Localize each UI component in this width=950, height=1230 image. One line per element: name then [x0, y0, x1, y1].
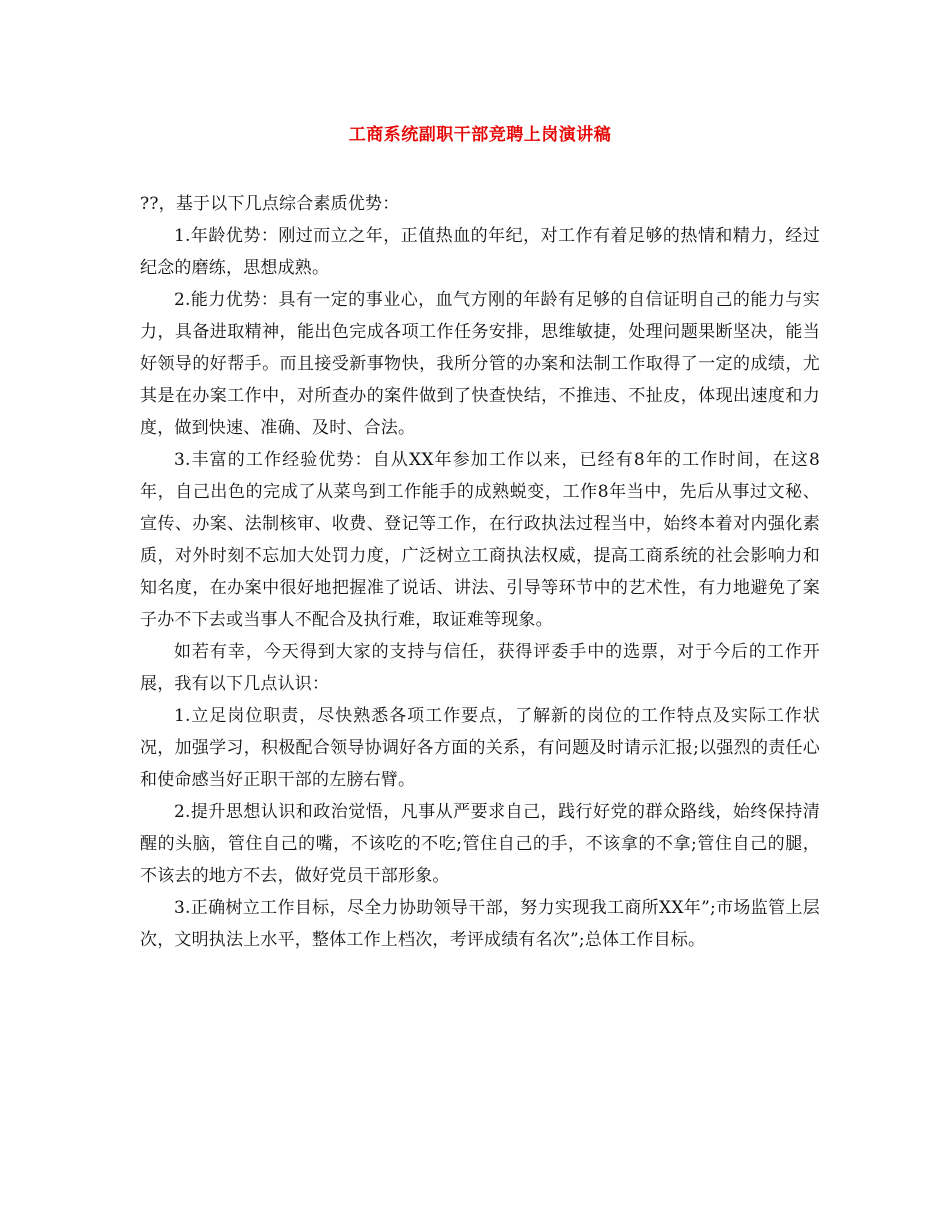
- paragraph-point-3: 3.正确树立工作目标，尽全力协助领导干部，努力实现我工商所XX年”;市场监管上层次，文明执法上水平，整体工作上档次，考评成绩有名次”;总体工作目标。: [140, 898, 820, 950]
- document-page: [140, 120, 820, 956]
- paragraph-age-advantage: 1.年龄优势：刚过而立之年，正值热血的年纪，对工作有着足够的热情和精力，经过纪念的磨练，思想成熟。: [140, 226, 820, 278]
- document-title: 工商系统副职干部竞聘上岗演讲稿: [348, 125, 612, 145]
- paragraph-point-1: 1.立足岗位职责，尽快熟悉各项工作要点，了解新的岗位的工作特点及实际工作状况，加强学习，积极配合领导协调好各方面的关系，有问题及时请示汇报;以强烈的责任心和使命感当好正职干部的左膀右臂。: [140, 706, 820, 790]
- paragraph-point-2: 2.提升思想认识和政治觉悟，凡事从严要求自己，践行好党的群众路线，始终保持清醒的头脑，管住自己的嘴，不该吃的不吃;管住自己的手，不该拿的不拿;管住自己的腿，不该去的地方不去，做好党员干部形象。: [140, 802, 820, 886]
- paragraph-ability-advantage: 2.能力优势：具有一定的事业心，血气方刚的年龄有足够的自信证明自己的能力与实力，具备进取精神，能出色完成各项工作任务安排，思维敏捷，处理问题果断坚决，能当好领导的好帮手。而且接受新事物快，我所分管的办案和法制工作取得了一定的成绩，尤其是在办案工作中，对所查办的案件做到了快查快结，不推违、不扯皮，体现出速度和力度，做到快速、准确、及时、合法。: [140, 290, 820, 438]
- paragraph-experience-advantage: 3.丰富的工作经验优势：自从XX年参加工作以来，已经有8年的工作时间，在这8年，自己出色的完成了从菜鸟到工作能手的成熟蜕变，工作8年当中，先后从事过文秘、宣传、办案、法制核审、收费、登记等工作，在行政执法过程当中，始终本着对内强化素质，对外时刻不忘加大处罚力度，广泛树立工商执法权威，提高工商系统的社会影响力和知名度，在办案中很好地把握准了说话、讲法、引导等环节中的艺术性，有力地避免了案子办不下去或当事人不配合及执行难，取证难等现象。: [140, 450, 820, 630]
- intro-paragraph: ??，基于以下几点综合素质优势：: [140, 194, 400, 214]
- document-body: [140, 188, 820, 956]
- paragraph-transition: 如若有幸，今天得到大家的支持与信任，获得评委手中的选票，对于今后的工作开展，我有以下几点认识：: [140, 642, 820, 694]
